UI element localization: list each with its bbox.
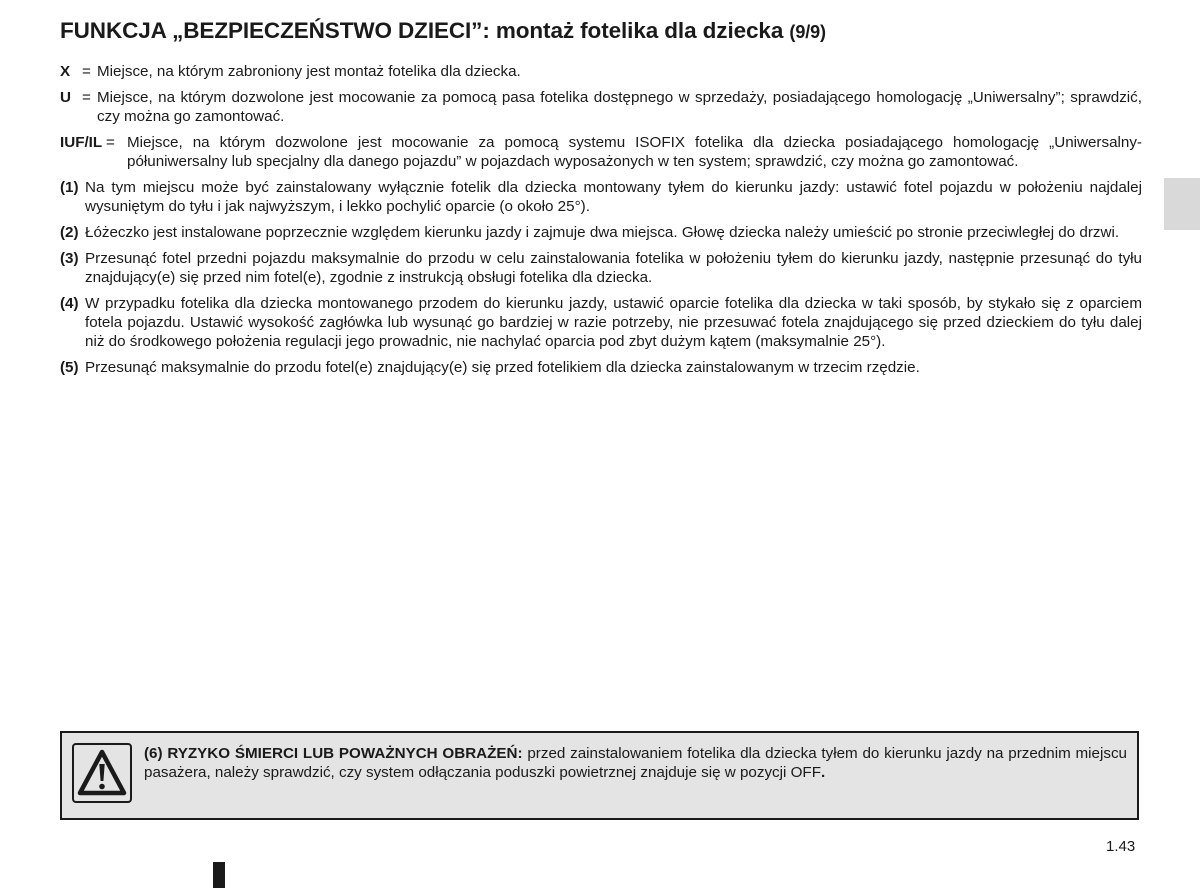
warning-text (144, 744, 1127, 782)
note-item (60, 178, 1142, 216)
definition-x (60, 62, 1142, 81)
warning-box (60, 731, 1139, 820)
definition-equals: = (106, 134, 115, 151)
definition-key: U (60, 89, 71, 106)
definition-equals: = (82, 89, 91, 106)
warning-end: . (820, 764, 826, 781)
definition-iuf-il (60, 133, 1142, 171)
note-number: (5) (60, 359, 79, 376)
page-counter: (9/9) (789, 22, 826, 42)
warning-lead: (6) RYZYKO ŚMIERCI LUB POWAŻNYCH OBRAŻEŃ: (144, 745, 523, 762)
note-item (60, 249, 1142, 287)
note-text: Przesunąć fotel przedni pojazdu maksymalnie do przodu w celu zainstalowania fotelika w położeniu tyłem do kierunku jazdy, następnie przesunąć do tyłu znajdujący(e) się przed nim fotel(e), zgodnie z instrukcją obsługi fotelika dla dziecka. (85, 250, 1142, 286)
note-number: (2) (60, 224, 79, 241)
note-text: Przesunąć maksymalnie do przodu fotel(e) znajdujący(e) się przed fotelikiem dla dziecka zainstalowanym w trzecim rzędzie. (85, 359, 920, 376)
notes-list (60, 178, 1142, 377)
warning-body: przed zainstalowaniem fotelika dla dziecka tyłem do kierunku jazdy na przednim miejscu pasażera, należy sprawdzić, czy system odłączania poduszki powietrznej znajduje się w pozycji OFF (144, 745, 1127, 781)
definition-equals: = (82, 63, 91, 80)
note-text: Na tym miejscu może być zainstalowany wyłącznie fotelik dla dziecka montowany tyłem do kierunku jazdy: ustawić fotel pojazdu w położeniu najdalej wysuniętym do tyłu i jak najwyższym, i lekko pochylić oparcie (o około 25°). (85, 179, 1142, 215)
warning-triangle-icon (76, 747, 128, 799)
page-title (60, 18, 1150, 44)
definition-text: Miejsce, na którym dozwolone jest mocowanie za pomocą systemu ISOFIX fotelika dla dziecka posiadającego homologację „Uniwersalny-półuniwersalny lub specjalny dla danego pojazdu” w pojazdach wyposażonych w ten system; sprawdzić, czy można go zamontować. (127, 134, 1142, 170)
note-text: W przypadku fotelika dla dziecka montowanego przodem do kierunku jazdy, ustawić oparcie fotelika dla dziecka w taki sposób, by stykało się z oparciem fotela pojazdu. Ustawić wysokość zagłówka lub wysunąć go bardziej w razie potrzeby, nie przesuwać fotela znajdującego się przed dzieckiem do tyłu dalej niż do środkowego położenia regulacji jego prowadnic, nie nachylać oparcia pod zbyt dużym kątem (maksymalnie 25°). (85, 295, 1142, 350)
definition-text: Miejsce, na którym zabroniony jest montaż fotelika dla dziecka. (97, 63, 521, 80)
crop-mark (213, 862, 225, 888)
page-title-text: FUNKCJA „BEZPIECZEŃSTWO DZIECI”: montaż fotelika dla dziecka (60, 18, 784, 43)
note-item (60, 223, 1142, 242)
note-number: (1) (60, 179, 79, 196)
page-number: 1.43 (1106, 838, 1136, 855)
note-item (60, 294, 1142, 351)
definition-text: Miejsce, na którym dozwolone jest mocowanie za pomocą pasa fotelika dostępnego w sprzedaży, posiadającego homologację „Uniwersalny”; sprawdzić, czy można go zamontować. (97, 89, 1142, 125)
definition-key: IUF/IL (60, 134, 103, 151)
warning-icon-frame (72, 743, 132, 803)
note-item (60, 358, 1142, 377)
note-text: Łóżeczko jest instalowane poprzecznie względem kierunku jazdy i zajmuje dwa miejsca. Głowę dziecka należy umieścić po stronie przeciwległej do drzwi. (85, 224, 1120, 241)
content-area (60, 62, 1142, 384)
section-tab-marker (1164, 178, 1200, 230)
note-number: (3) (60, 250, 79, 267)
definition-key: X (60, 63, 71, 80)
definition-u (60, 88, 1142, 126)
note-number: (4) (60, 295, 79, 312)
